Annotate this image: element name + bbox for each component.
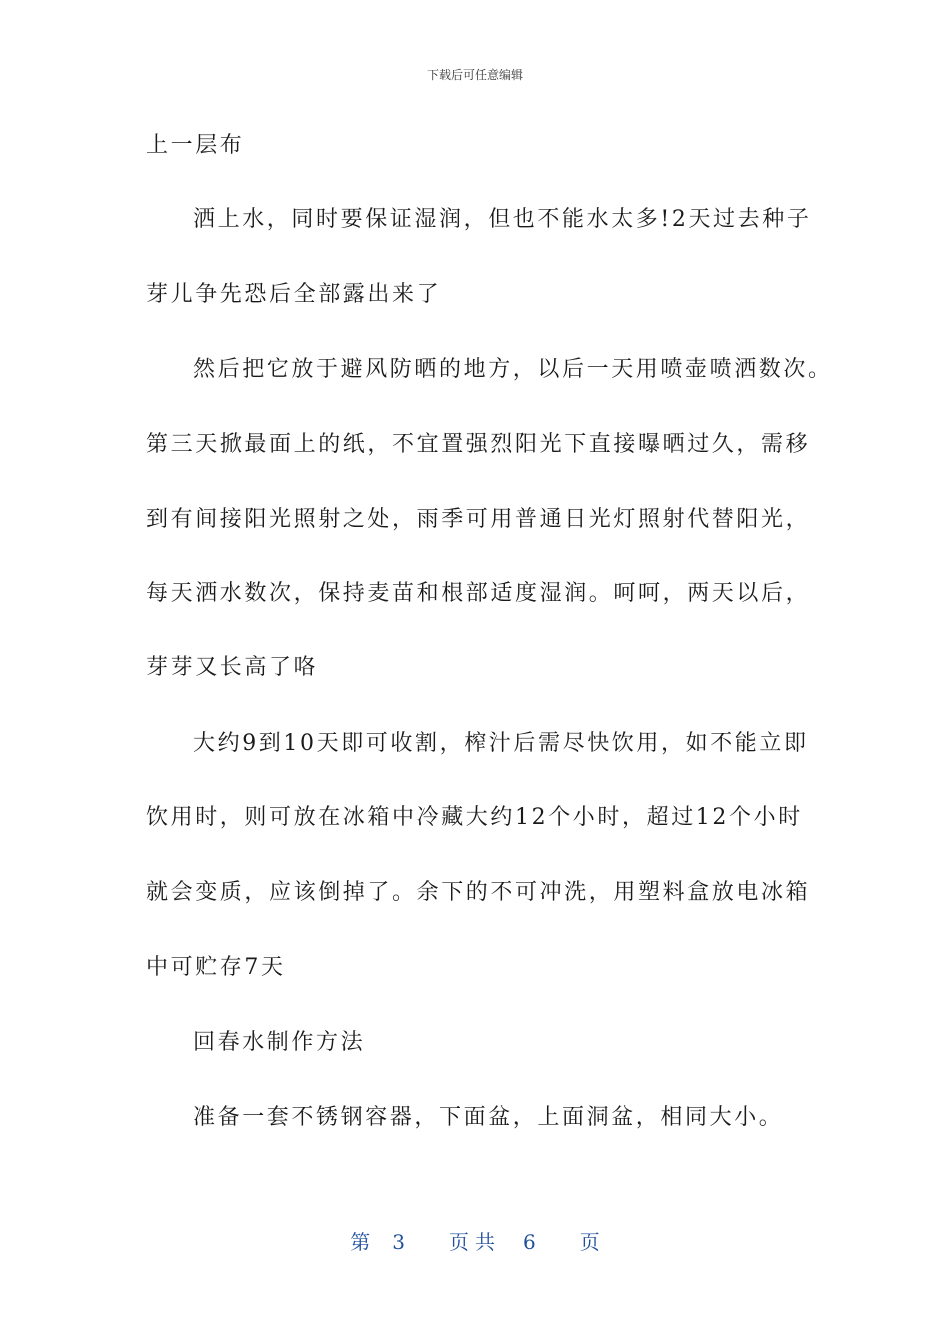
footer-suffix: 页 [579, 1230, 600, 1254]
body-line: 芽儿争先恐后全部露出来了 [146, 282, 442, 307]
body-line: 上一层布 [146, 133, 245, 158]
body-line: 大约9到10天即可收割，榨汁后需尽快饮用，如不能立即 [193, 731, 809, 756]
body-line: 每天洒水数次，保持麦苗和根部适度湿润。呵呵，两天以后， [146, 581, 811, 606]
body-line: 就会变质，应该倒掉了。余下的不可冲洗，用塑料盒放电冰箱 [146, 880, 811, 905]
section-heading: 回春水制作方法 [193, 1030, 366, 1055]
body-line: 准备一套不锈钢容器，下面盆，上面洞盆，相同大小。 [193, 1105, 784, 1130]
footer-page-current: 3 [392, 1230, 405, 1254]
body-line: 饮用时，则可放在冰箱中冷藏大约12个小时，超过12个小时 [146, 805, 803, 830]
body-line: 第三天掀最面上的纸，不宜置强烈阳光下直接曝晒过久，需移 [146, 432, 811, 457]
body-line: 芽芽又长高了咯 [146, 655, 319, 680]
body-line: 然后把它放于避风防晒的地方，以后一天用喷壶喷洒数次。 [193, 357, 833, 382]
body-line: 中可贮存7天 [146, 955, 286, 980]
footer-page-total: 6 [523, 1230, 536, 1254]
footer-middle: 页共 [449, 1230, 501, 1254]
body-line: 到有间接阳光照射之处，雨季可用普通日光灯照射代替阳光， [146, 507, 811, 532]
body-line: 洒上水，同时要保证湿润，但也不能水太多!2天过去种子 [193, 207, 812, 232]
page-header: 下载后可任意编辑 [426, 68, 523, 82]
footer-prefix: 第 [350, 1230, 371, 1254]
page-footer [0, 1226, 950, 1255]
